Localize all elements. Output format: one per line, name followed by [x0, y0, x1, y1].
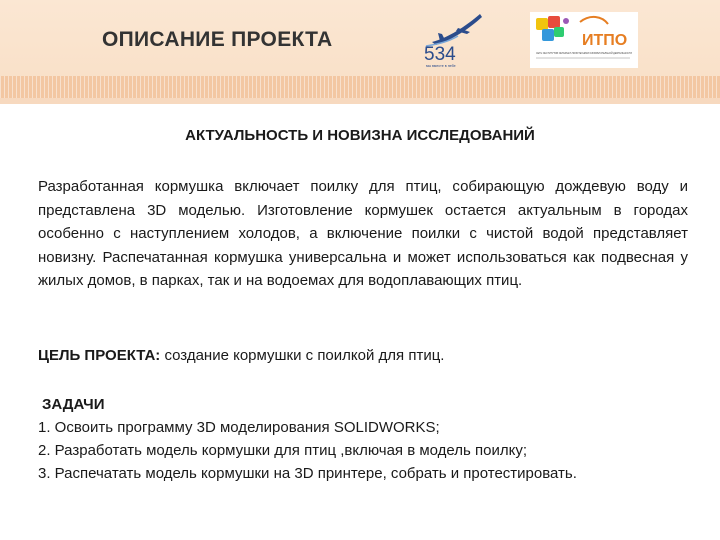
itpo-logo-text: ИТПО — [582, 32, 628, 49]
tasks-list — [38, 393, 708, 485]
section-heading: АКТУАЛЬНОСТЬ И НОВИЗНА ИССЛЕДОВАНИЙ — [185, 127, 535, 144]
goal-label: ЦЕЛЬ ПРОЕКТА: — [38, 347, 161, 364]
logo-534-caption: мы вместе в небе — [426, 64, 456, 68]
task-item: 1. Освоить программу 3D моделирования SOLIDWORKS; — [38, 419, 440, 436]
project-goal — [38, 345, 688, 367]
school-534-logo — [418, 8, 488, 70]
tasks-heading: ЗАДАЧИ — [42, 396, 105, 413]
task-item: 3. Распечатать модель кормушки на 3D принтере, собрать и протестировать. — [38, 465, 577, 482]
decorative-divider — [0, 98, 720, 104]
page-title: ОПИСАНИЕ ПРОЕКТА — [102, 28, 333, 51]
relevance-paragraph: Разработанная кормушка включает поилку для птиц, собирающую дождевую воду и представлена 3D моделью. Изготовление кормушек остается актуальным в городах особенно с наступлением холодов, а включение поилки с чистой водой представляет новизну. Распечатанная кормушка универсальна и может использоваться как подвесная у жилых домов, в парках, так и на водоемах для водоплавающих птиц. — [38, 178, 688, 290]
task-item: 2. Разработать модель кормушки для птиц ,включая в модель поилку; — [38, 442, 527, 459]
itpo-logo — [530, 12, 638, 68]
itpo-logo-caption: СЕТЬ ИНСТИТУТОВ ИНТЕРНЕТ-ПОЛИТЕХНИКИ ИЗОБРЕТАТЕЛЬНОЙ ДЕЯТЕЛЬНОСТИ — [536, 51, 632, 55]
header-bar — [0, 0, 720, 76]
airplane-icon — [426, 14, 482, 46]
goal-text: создание кормушки с поилкой для птиц. — [160, 347, 445, 364]
decorative-band — [0, 76, 720, 98]
logo-534-number: 534 — [424, 44, 456, 65]
